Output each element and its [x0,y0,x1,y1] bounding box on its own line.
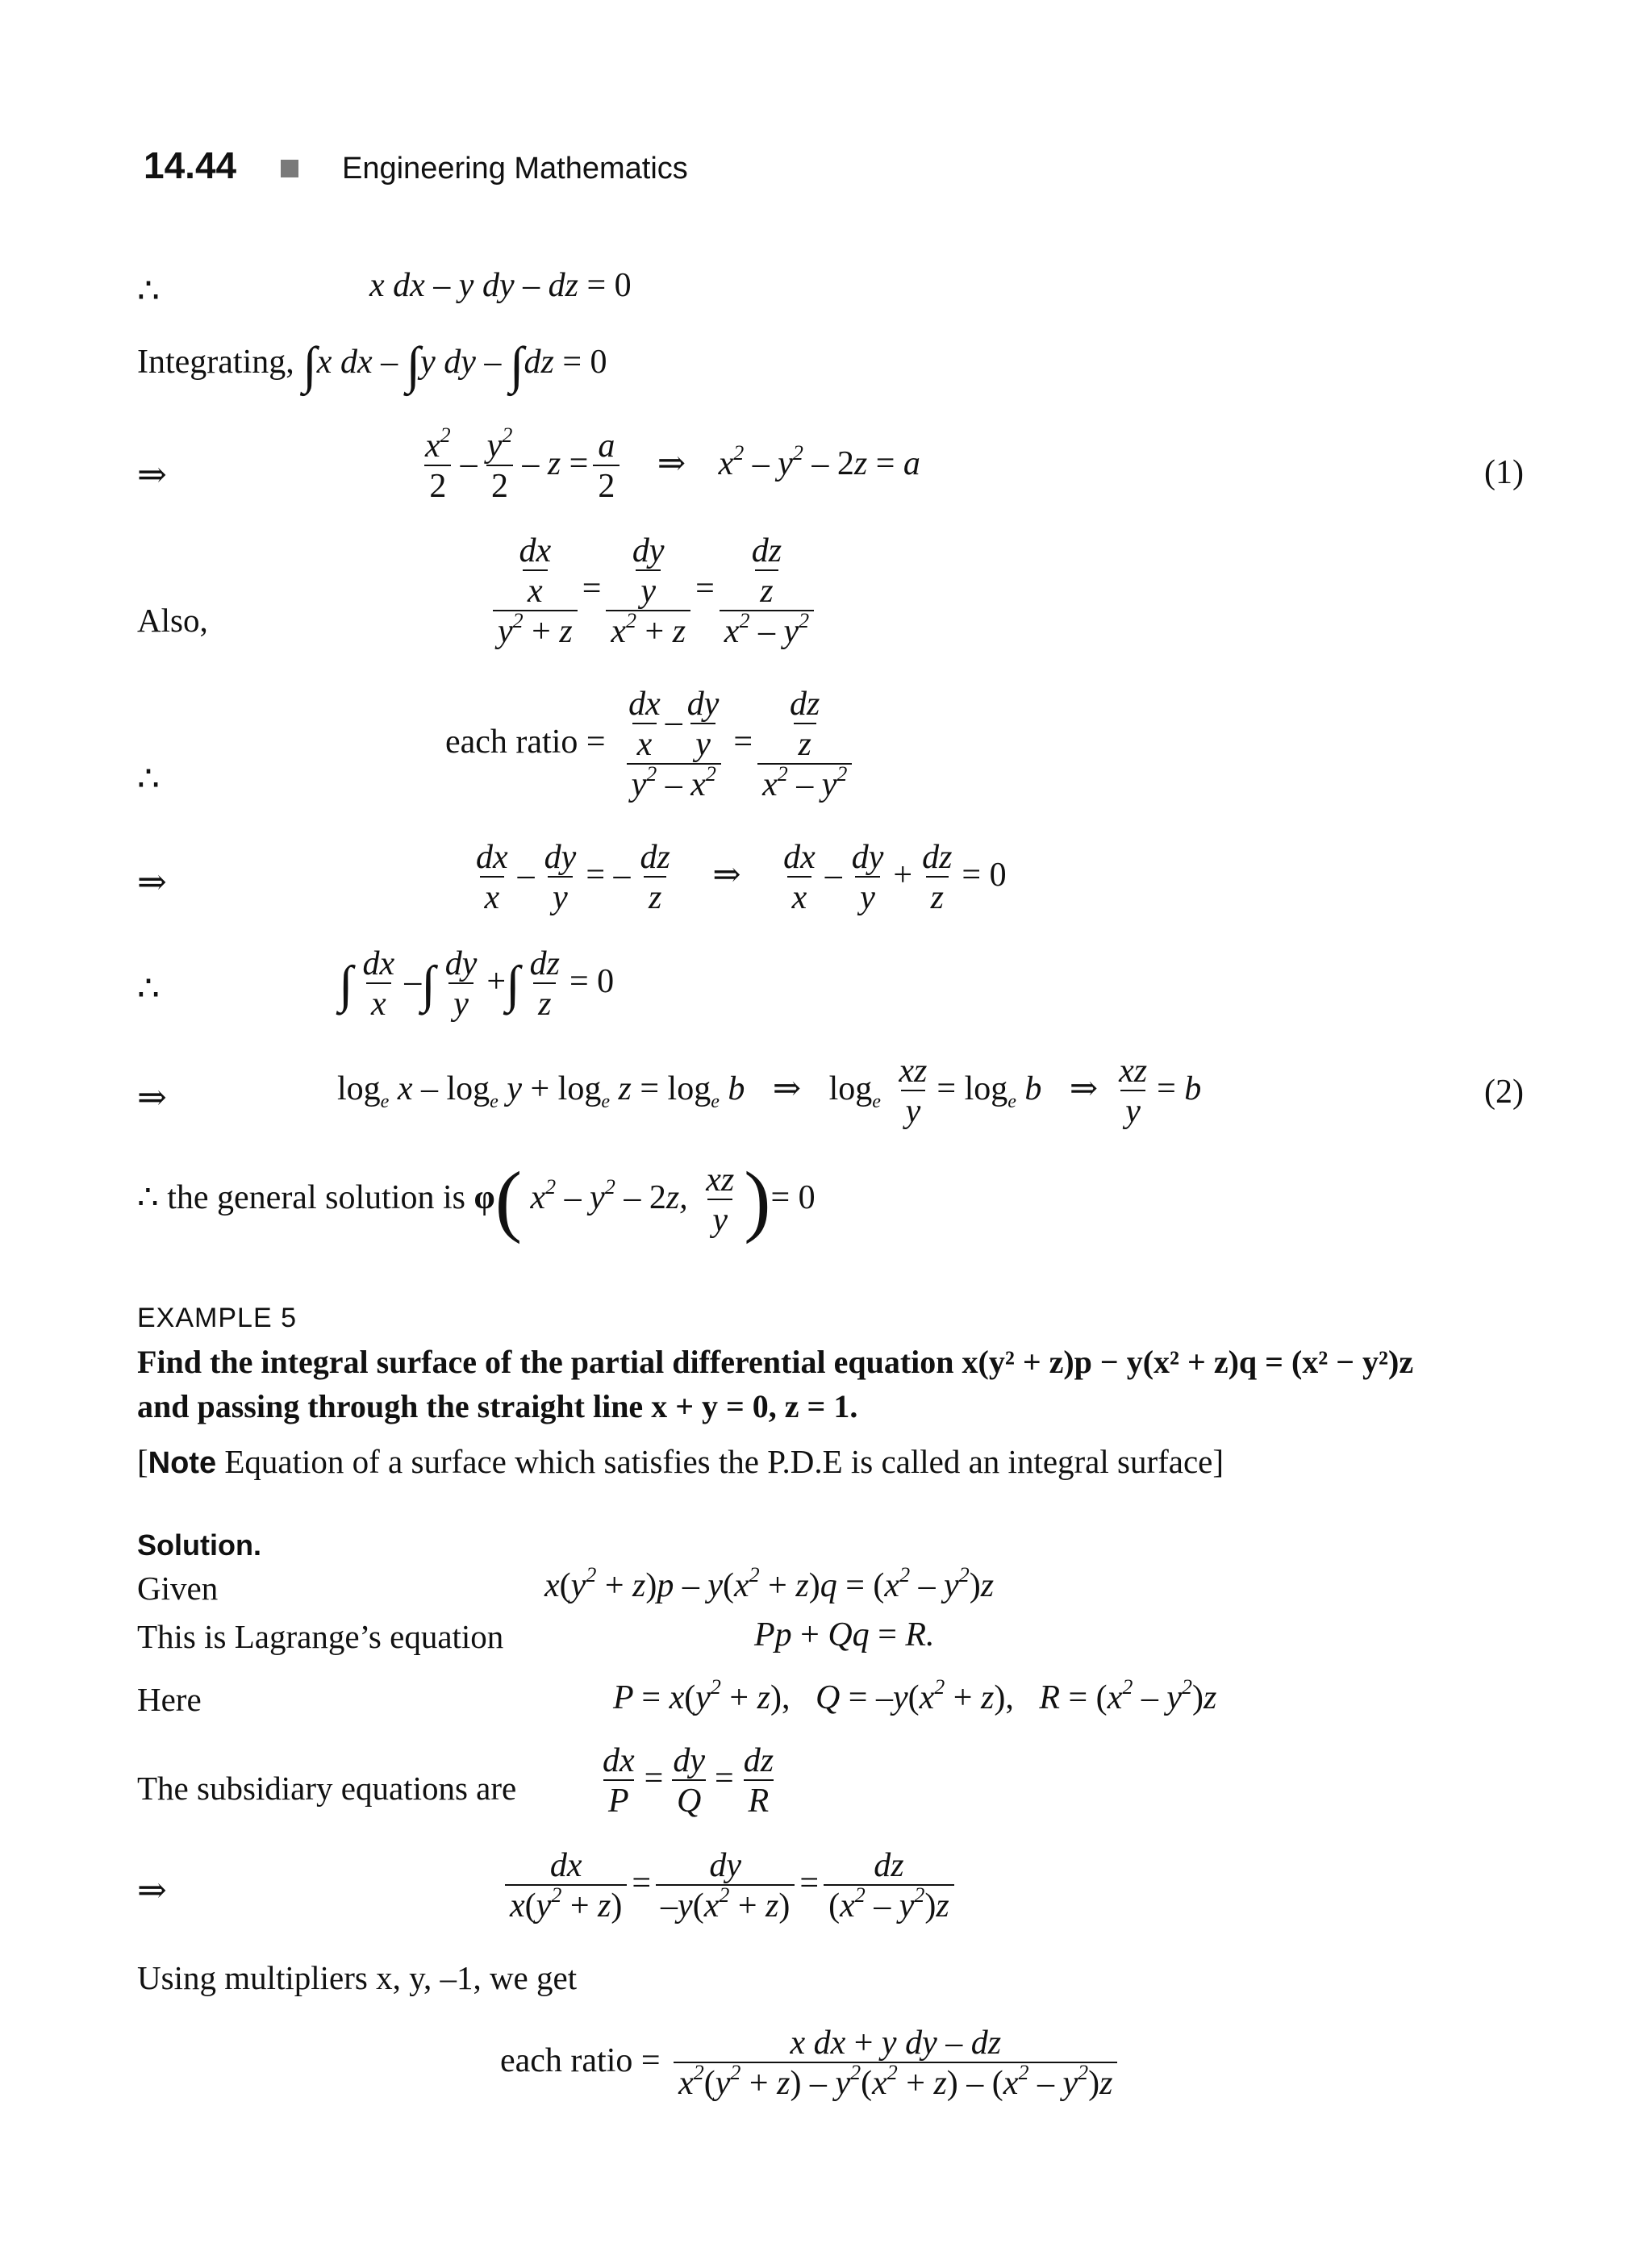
equation-number: (2) [1484,1074,1524,1111]
equation-line: $\frac{dx}{x(y^2 + z)}$ = $\frac{dy}{-y(x^2 + z)}$ = $\frac{dz}{(x^2 - y^2)z}$ [500,1847,959,1924]
each-ratio-label: each ratio = [500,2041,661,2079]
solution-label: Solution. [137,1528,261,1562]
note-text: Equation of a surface which satisfies the P.D.E is called an integral surface] [224,1443,1224,1480]
subsidiary-label: The subsidiary equations are [137,1770,517,1807]
each-ratio-label: each ratio = [445,723,606,761]
page-number: 14.44 [144,144,237,186]
equation-line: $\frac{\frac{dx}{x}}{y^2 + z}$ = $\frac{\frac{dy}{y}}{x^2 + z}$ = $\frac{\frac{dz}{z}}{x^2 - y^2}$ [488,532,819,651]
implies-symbol: ⇒ [137,455,167,494]
equation-line: each ratio = $\frac{dx}{x}$ – $\frac{dy}{y}$ $y^2 - x^2$ = $\frac{\frac{dz}{z}}{x^2 - y^2}$ [445,686,857,804]
equation-line: $\frac{dx}{P}$ = $\frac{dy}{Q}$ = $\frac{dz}{R}$ [603,1742,774,1820]
example-label: EXAMPLE 5 [137,1303,297,1333]
equation-line: each ratio = $\frac{\text{x dx + y dy – dz}}{x^2(y^2 + z) - y^2(x^2 + z) - (x^2 - y^2)z}$ [500,2025,1122,2102]
note-label: Note [148,1446,217,1480]
equation-line: $\frac{dx}{x}$ – $\frac{dy}{y}$ = – $\frac{dz}{z}$ ⇒ $\frac{dx}{x}$ – $\frac{dy}{y}$ + $\frac{dz}{z}$ = 0 [476,839,1007,917]
here-label: Here [137,1681,202,1718]
integrating-label: Integrating, [137,344,294,381]
implies-symbol: ⇒ [137,862,167,902]
equation-line: $x(y^2 + z)p - y(x^2 + z)q = (x^2 - y^2)z$ [544,1563,995,1604]
general-solution-label: ∴ the general solution is [137,1178,465,1216]
general-solution-line: ∴ the general solution is φ( $x^2 - y^2 - 2z$, $\frac{xz}{y}$ )= 0 [137,1155,816,1245]
equation-line: $P = x(y^2 + z)$, $Q = -y(x^2 + z)$, $R = (x^2 - y^2)z$ [613,1675,1217,1716]
also-label: Also, [137,602,208,639]
equation-line: x dx – y dy – dz = 0 [369,267,632,304]
given-label: Given [137,1570,219,1607]
header-square-icon [281,160,298,177]
running-title: Engineering Mathematics [342,152,688,186]
equation-line: Pp + Qq = R. [754,1616,935,1653]
equation-number: (1) [1484,454,1524,491]
implies-symbol: ⇒ [137,1078,167,1117]
example-problem-line1: Find the integral surface of the partial differential equation x(y² + z)p − y(x² + z)q = (x² − y²)z [137,1344,1414,1380]
note-paragraph: [Note Equation of a surface which satisfies the P.D.E is called an integral surface] [137,1443,1224,1480]
integrating-line: Integrating, ∫x dx – ∫y dy – ∫dz = 0 [137,336,607,394]
equation-line: $\frac{x^2}{2}$ – $\frac{y^2}{2}$ – z = $\frac{a}{2}$ ⇒ $x^2 - y^2 - 2z = a$ [425,423,920,506]
multipliers-label: Using multipliers x, y, –1, we get [137,1959,578,1996]
therefore-symbol: ∴ [137,271,160,311]
therefore-symbol: ∴ [137,759,160,799]
equation-line: $\log_e x - \log_e y + \log_e z = \log_e b$ ⇒ $\log_e$ $\frac{xz}{y}$ = $\log_e b$ ⇒ $\frac{xz}{y}$ = b [337,1053,1202,1131]
example-problem-line2: and passing through the straight line x + y = 0, z = 1. [137,1388,858,1424]
therefore-symbol: ∴ [137,969,160,1008]
implies-symbol: ⇒ [137,1870,167,1910]
equation-line: ∫ $\frac{dx}{x}$ –∫ $\frac{dy}{y}$ +∫ $\frac{dz}{z}$ = 0 [339,945,615,1024]
lagrange-label: This is Lagrange’s equation [137,1618,504,1655]
